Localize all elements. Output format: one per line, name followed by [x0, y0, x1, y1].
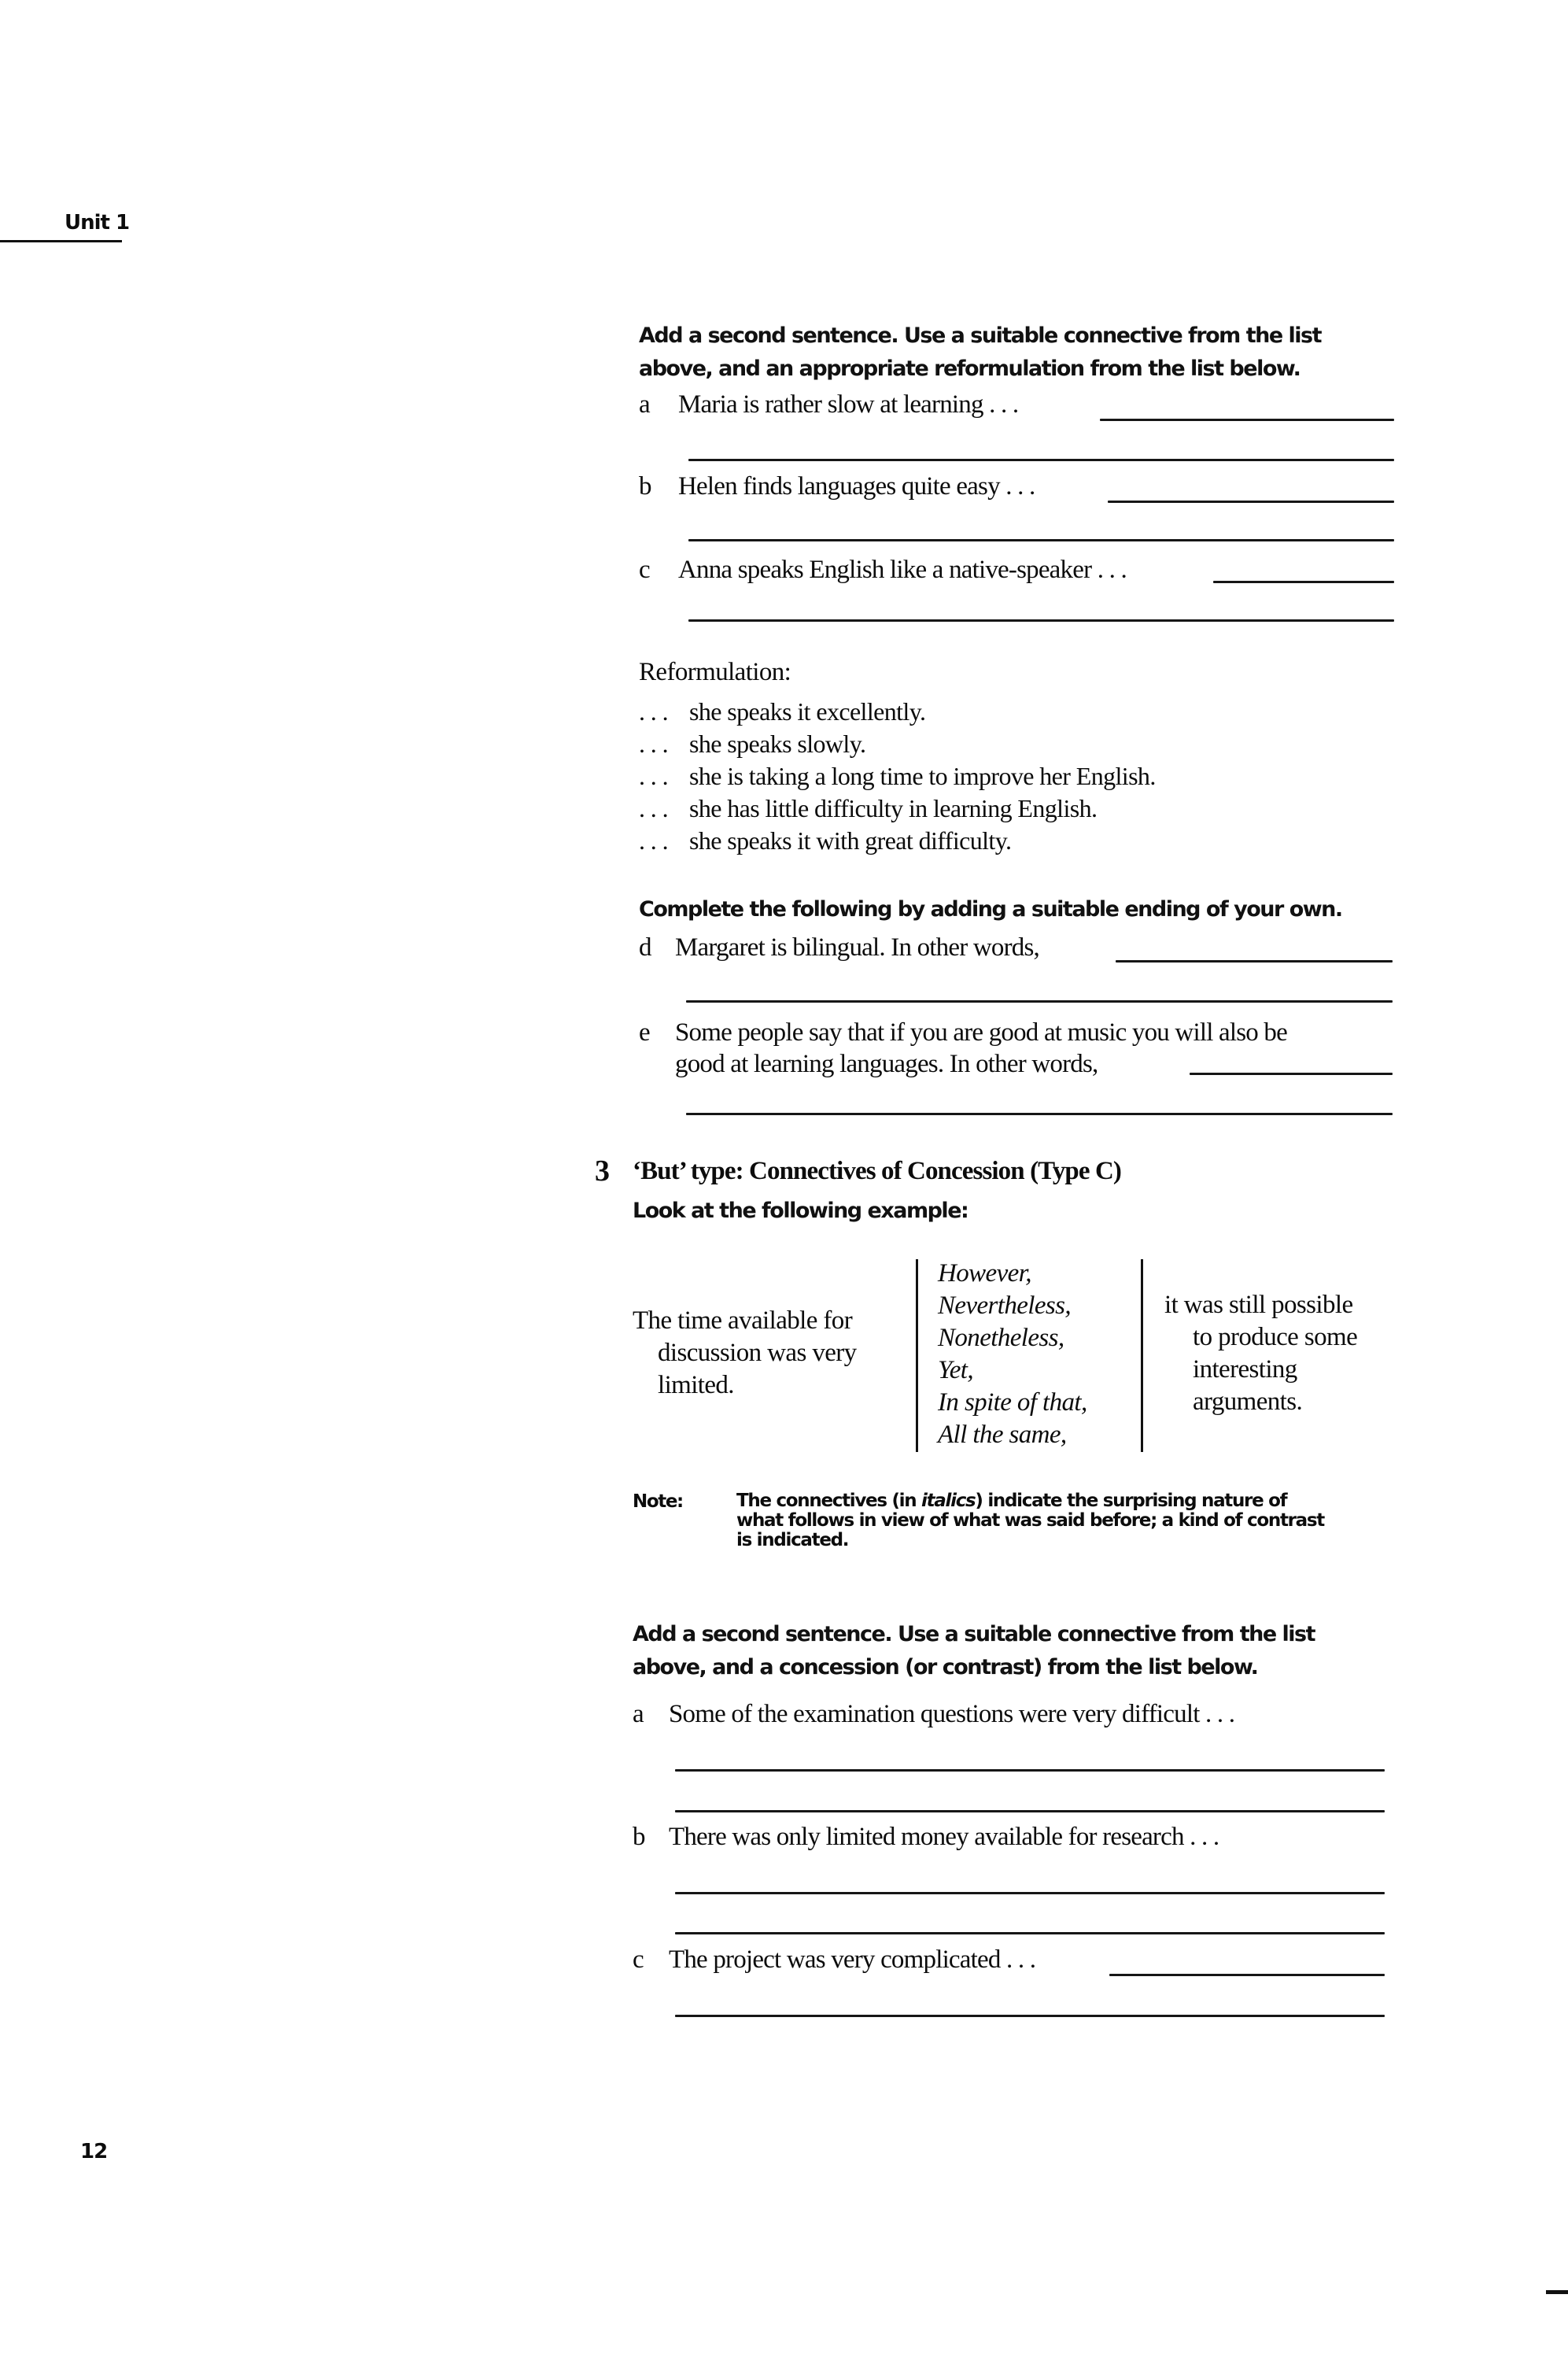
- answer-line[interactable]: [1109, 1974, 1385, 1976]
- example-left-clause: The time available for discussion was very limited.: [633, 1306, 857, 1399]
- reformulation-item: . . . she speaks it excellently.: [639, 697, 926, 726]
- connective: Nonetheless,: [938, 1324, 1064, 1352]
- table-divider: [1141, 1259, 1143, 1452]
- exercise-instruction: [633, 1618, 1315, 1684]
- item-text: Margaret is bilingual. In other words,: [675, 933, 1039, 962]
- instruction-line: Add a second sentence. Use a suitable connective from the list: [633, 1622, 1315, 1646]
- reformulation-item: . . . she speaks it with great difficulty.: [639, 826, 1012, 855]
- instruction-line: Add a second sentence. Use a suitable connective from the list: [639, 323, 1322, 348]
- exercise-item-c: [633, 1945, 1388, 1977]
- answer-line[interactable]: [675, 1810, 1385, 1812]
- page-edge-mark: [1546, 2290, 1568, 2294]
- unit-label: Unit 1: [65, 211, 130, 235]
- connective: In spite of that,: [938, 1388, 1087, 1417]
- answer-line[interactable]: [686, 1000, 1393, 1003]
- exercise-item-a: [639, 390, 1394, 422]
- item-letter: c: [639, 556, 650, 584]
- section-subtitle: Look at the following example:: [633, 1199, 968, 1223]
- item-text: Maria is rather slow at learning . . .: [678, 390, 1019, 419]
- connective: Yet,: [938, 1356, 973, 1384]
- reformulation-item: . . . she speaks slowly.: [639, 730, 866, 758]
- connective-list: [938, 1258, 1087, 1451]
- reformulation-item: . . . she has little difficulty in learning English.: [639, 794, 1098, 822]
- answer-line[interactable]: [675, 1769, 1385, 1772]
- table-divider: [916, 1259, 918, 1452]
- item-letter: b: [633, 1823, 645, 1851]
- page-number: 12: [80, 2140, 108, 2163]
- instruction-line: above, and a concession (or contrast) from the list below.: [633, 1655, 1258, 1679]
- connective: All the same,: [938, 1421, 1067, 1449]
- answer-line[interactable]: [1100, 419, 1394, 421]
- item-letter: d: [639, 933, 651, 962]
- item-text: Some people say that if you are good at music you will also be: [675, 1018, 1287, 1047]
- item-letter: a: [633, 1700, 644, 1728]
- answer-line[interactable]: [675, 1892, 1385, 1894]
- connective: Nevertheless,: [938, 1291, 1072, 1320]
- item-letter: b: [639, 472, 651, 501]
- exercise-item-b: [633, 1823, 1388, 1854]
- item-text: The project was very complicated . . .: [669, 1945, 1036, 1974]
- answer-line[interactable]: [1190, 1073, 1393, 1075]
- reformulation-list: [639, 696, 1156, 857]
- answer-line[interactable]: [688, 539, 1394, 541]
- reformulation-heading: Reformulation:: [639, 658, 791, 686]
- answer-line[interactable]: [686, 1113, 1393, 1115]
- item-text: good at learning languages. In other words,: [675, 1050, 1098, 1078]
- exercise-item-e: [639, 1017, 1394, 1080]
- header-rule: [0, 240, 122, 242]
- answer-line[interactable]: [1213, 581, 1394, 583]
- note-label: Note:: [633, 1491, 683, 1512]
- item-text: Some of the examination questions were very difficult . . .: [669, 1700, 1235, 1728]
- answer-line[interactable]: [675, 1932, 1385, 1934]
- exercise-item-b: [639, 472, 1394, 504]
- item-text: There was only limited money available for research . . .: [669, 1823, 1219, 1851]
- exercise-instruction: [639, 320, 1321, 386]
- answer-line[interactable]: [1116, 960, 1393, 963]
- note-text: The connectives (in italics) indicate the surprising nature of what follows in view of what was said before; a kind of contrast is indicated.: [736, 1491, 1324, 1550]
- item-letter: c: [633, 1945, 644, 1974]
- item-text: Anna speaks English like a native-speaker . . .: [678, 556, 1127, 584]
- reformulation-item: . . . she is taking a long time to improve her English.: [639, 762, 1156, 790]
- item-letter: e: [639, 1018, 650, 1047]
- instruction-line: above, and an appropriate reformulation from the list below.: [639, 357, 1301, 381]
- item-text: Helen finds languages quite easy . . .: [678, 472, 1035, 501]
- answer-line[interactable]: [1108, 501, 1394, 503]
- item-letter: a: [639, 390, 650, 419]
- connective: However,: [938, 1259, 1031, 1288]
- section-title: ‘But’ type: Connectives of Concession (Type C): [633, 1157, 1121, 1185]
- answer-line[interactable]: [688, 459, 1394, 461]
- complete-instruction: Complete the following by adding a suitable ending of your own.: [639, 897, 1342, 922]
- exercise-item-a: [633, 1700, 1388, 1731]
- answer-line[interactable]: [688, 619, 1394, 622]
- answer-line[interactable]: [675, 2015, 1385, 2017]
- example-right-clause: it was still possible to produce some interesting arguments.: [1164, 1291, 1358, 1416]
- section-number: 3: [595, 1155, 610, 1188]
